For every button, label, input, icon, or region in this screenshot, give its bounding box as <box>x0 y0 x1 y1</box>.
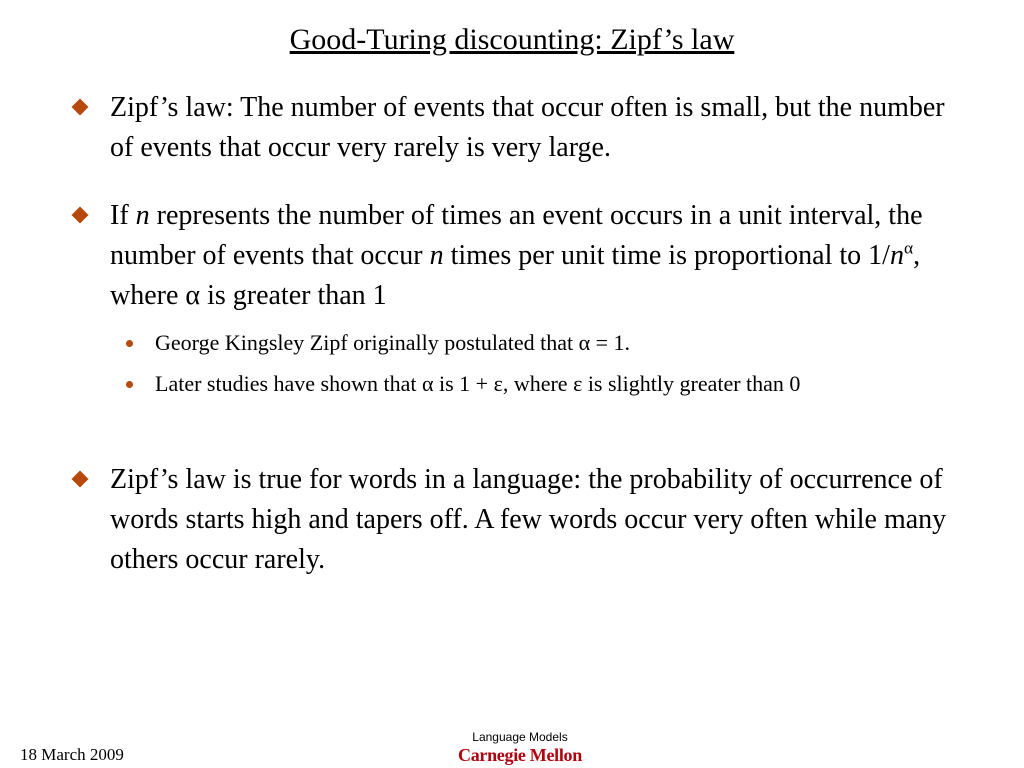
bullet-text <box>110 196 954 316</box>
footer-branding <box>430 730 610 766</box>
subbullet-text: Later studies have shown that α is 1 + ε, where ε is slightly greater than 0 <box>155 371 801 396</box>
subbullet-text: George Kingsley Zipf originally postulated that α = 1. <box>155 330 631 355</box>
text-segment: , where α is greater than 1 <box>110 240 921 311</box>
slide-title: Good-Turing discounting: Zipf’s law <box>289 23 735 56</box>
bullet-n-representation <box>74 196 954 316</box>
text-segment: represents the number of times an event occurs in a unit interval, the number of events that occur <box>110 200 923 271</box>
dot-bullet-icon <box>126 340 133 347</box>
dot-bullet-icon <box>126 381 133 388</box>
bullet-zipfs-law-definition <box>74 88 954 168</box>
subbullet-later-studies <box>126 368 926 400</box>
diamond-bullet-icon <box>72 207 89 224</box>
diamond-bullet-icon <box>72 471 89 488</box>
bullet-text: Zipf’s law: The number of events that occur often is small, but the number of events that occur very rarely is very large. <box>110 92 945 163</box>
text-segment: times per unit time is proportional to 1/ <box>443 240 890 271</box>
variable-n: n <box>429 240 444 271</box>
diamond-bullet-icon <box>72 99 89 116</box>
alpha-superscript: α <box>903 238 914 258</box>
bullet-zipf-words <box>74 460 954 580</box>
variable-n: n <box>889 240 904 271</box>
bullet-text: Zipf’s law is true for words in a language: the probability of occurrence of words starts high and tapers off. A few words occur very often while many others occur rarely. <box>110 464 947 575</box>
subbullet-zipf-postulate <box>126 327 926 359</box>
footer-date: 18 March 2009 <box>20 745 124 764</box>
footer-label: Language Models <box>472 730 568 744</box>
carnegie-mellon-logo: Carnegie Mellon <box>458 745 582 765</box>
text-segment: If <box>110 200 136 231</box>
variable-n: n <box>135 200 150 231</box>
